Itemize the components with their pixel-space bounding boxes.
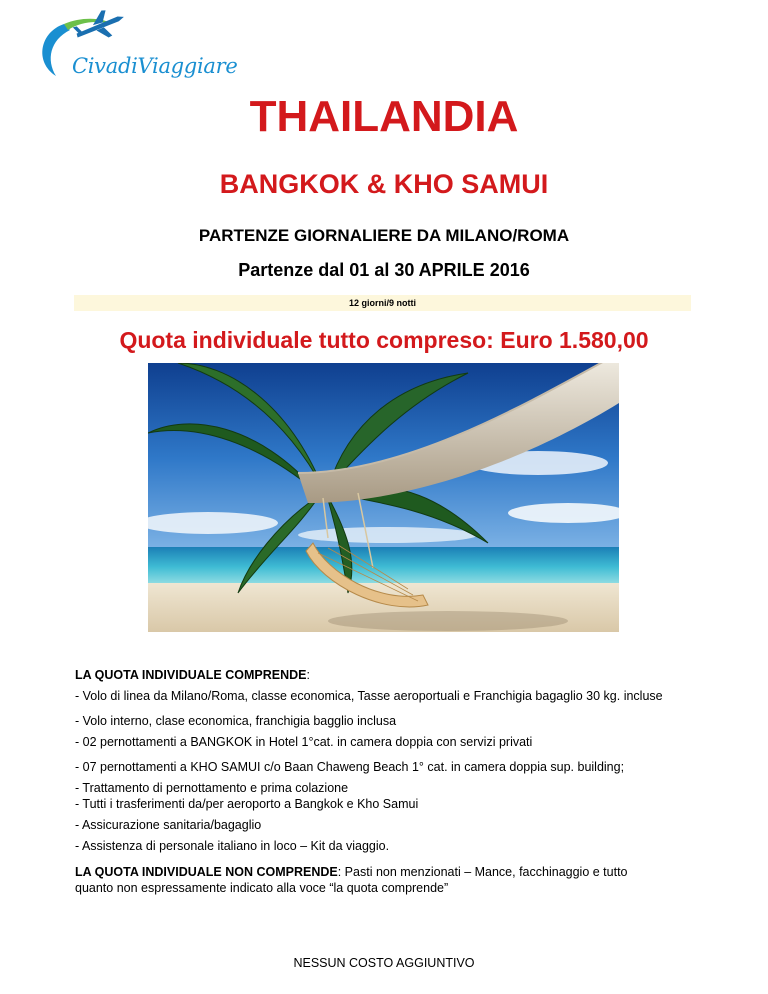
trip-details xyxy=(75,667,725,896)
included-item: - Volo interno, clase economica, franchigia bagglio inclusa xyxy=(75,714,397,728)
price-line: Quota individuale tutto compreso: Euro 1.580,00 xyxy=(119,327,649,353)
included-heading: LA QUOTA INDIVIDUALE COMPRENDE xyxy=(75,668,307,682)
excluded-text-line2: quanto non espressamente indicato alla voce “la quota comprende” xyxy=(75,881,449,895)
included-item: - 02 pernottamenti a BANGKOK in Hotel 1°cat. in camera doppia con servizi privati xyxy=(75,735,533,749)
included-item: - Tutti i trasferimenti da/per aeroporto a Bangkok e Kho Samui xyxy=(75,797,419,811)
excluded-section xyxy=(75,864,725,896)
included-item: - Volo di linea da Milano/Roma, classe economica, Tasse aeroportuali e Franchigia bagaglio 30 kg. incluse xyxy=(75,689,663,703)
included-heading-line xyxy=(75,667,725,683)
logo-text: CivadiViaggiare xyxy=(72,54,238,78)
destination-subtitle: BANGKOK & KHO SAMUI xyxy=(219,169,549,199)
included-item: - Assicurazione sanitaria/bagaglio xyxy=(75,818,262,832)
included-item: - Assistenza di personale italiano in loco – Kit da viaggio. xyxy=(75,839,390,853)
beach-hammock-photo xyxy=(148,363,619,632)
dates-line: Partenze dal 01 al 30 APRILE 2016 xyxy=(238,260,530,280)
page-title: THAILANDIA xyxy=(249,92,519,141)
footer-note: NESSUN COSTO AGGIUNTIVO xyxy=(293,956,475,970)
excluded-text-line1: : Pasti non menzionati – Mance, facchinaggio e tutto xyxy=(337,865,628,879)
company-logo xyxy=(34,10,238,88)
excluded-heading: LA QUOTA INDIVIDUALE NON COMPRENDE xyxy=(75,865,338,879)
included-heading-suffix: : xyxy=(306,668,310,682)
duration-bar: 12 giorni/9 notti xyxy=(74,295,691,311)
departures-line: PARTENZE GIORNALIERE DA MILANO/ROMA xyxy=(198,226,570,245)
included-item: - Trattamento di pernottamento e prima colazione xyxy=(75,781,349,795)
included-item: - 07 pernottamenti a KHO SAMUI c/o Baan Chaweng Beach 1° cat. in camera doppia sup. building; xyxy=(75,760,625,774)
